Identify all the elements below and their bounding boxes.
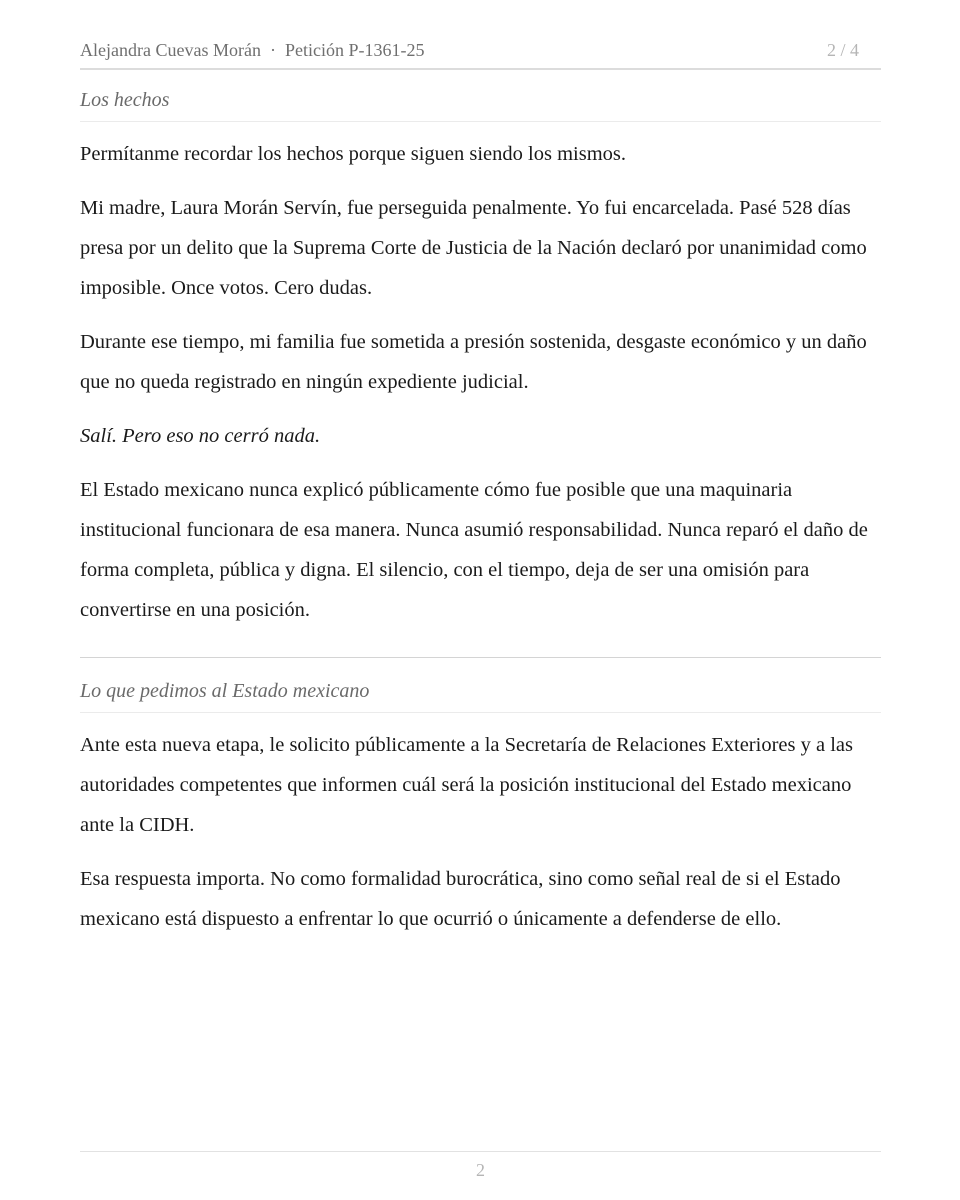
header-page-indicator: 2 / 4 xyxy=(826,40,859,60)
header-author: Alejandra Cuevas Morán xyxy=(80,40,261,60)
paragraph: Permítanme recordar los hechos porque siguen siendo los mismos. xyxy=(80,143,626,165)
header-left xyxy=(80,40,424,61)
paragraph: Durante ese tiempo, mi familia fue sometida a presión sostenida, desgaste económico y un daño que no queda registrado en ningún expediente judicial. xyxy=(80,331,867,393)
running-header xyxy=(80,38,881,70)
header-petition: Petición P-1361-25 xyxy=(284,40,425,60)
paragraph: El Estado mexicano nunca explicó públicamente cómo fue posible que una maquinaria institucional funcionara de esa manera. Nunca asumió responsabilidad. Nunca reparó el daño de forma completa, pública y digna. El silencio, con el tiempo, deja de ser una omisión para convertirse en una posición. xyxy=(80,479,868,621)
paragraph: Ante esta nueva etapa, le solicito públicamente a la Secretaría de Relaciones Exteriores y a las autoridades competentes que informen cuál será la posición institucional del Estado mexicano ante la CIDH. xyxy=(80,734,853,836)
paragraph-italic: Salí. Pero eso no cerró nada. xyxy=(80,425,321,447)
section-divider xyxy=(80,657,881,658)
section-heading-peticion: Lo que pedimos al Estado mexicano xyxy=(80,680,881,713)
document-page xyxy=(80,0,881,1200)
paragraph: Esa respuesta importa. No como formalidad burocrática, sino como señal real de si el Estado mexicano está dispuesto a enfrentar lo que ocurrió o únicamente a defenderse de ello. xyxy=(80,868,841,930)
paragraph: Mi madre, Laura Morán Servín, fue perseguida penalmente. Yo fui encarcelada. Pasé 528 días presa por un delito que la Suprema Corte de Justicia de la Nación declaró por unanimidad como imposible. Once votos. Cero dudas. xyxy=(80,197,867,299)
footer-page-number: 2 xyxy=(476,1160,485,1180)
header-separator: · xyxy=(269,40,276,60)
running-footer xyxy=(80,1151,881,1181)
section-heading-hechos: Los hechos xyxy=(80,89,881,122)
